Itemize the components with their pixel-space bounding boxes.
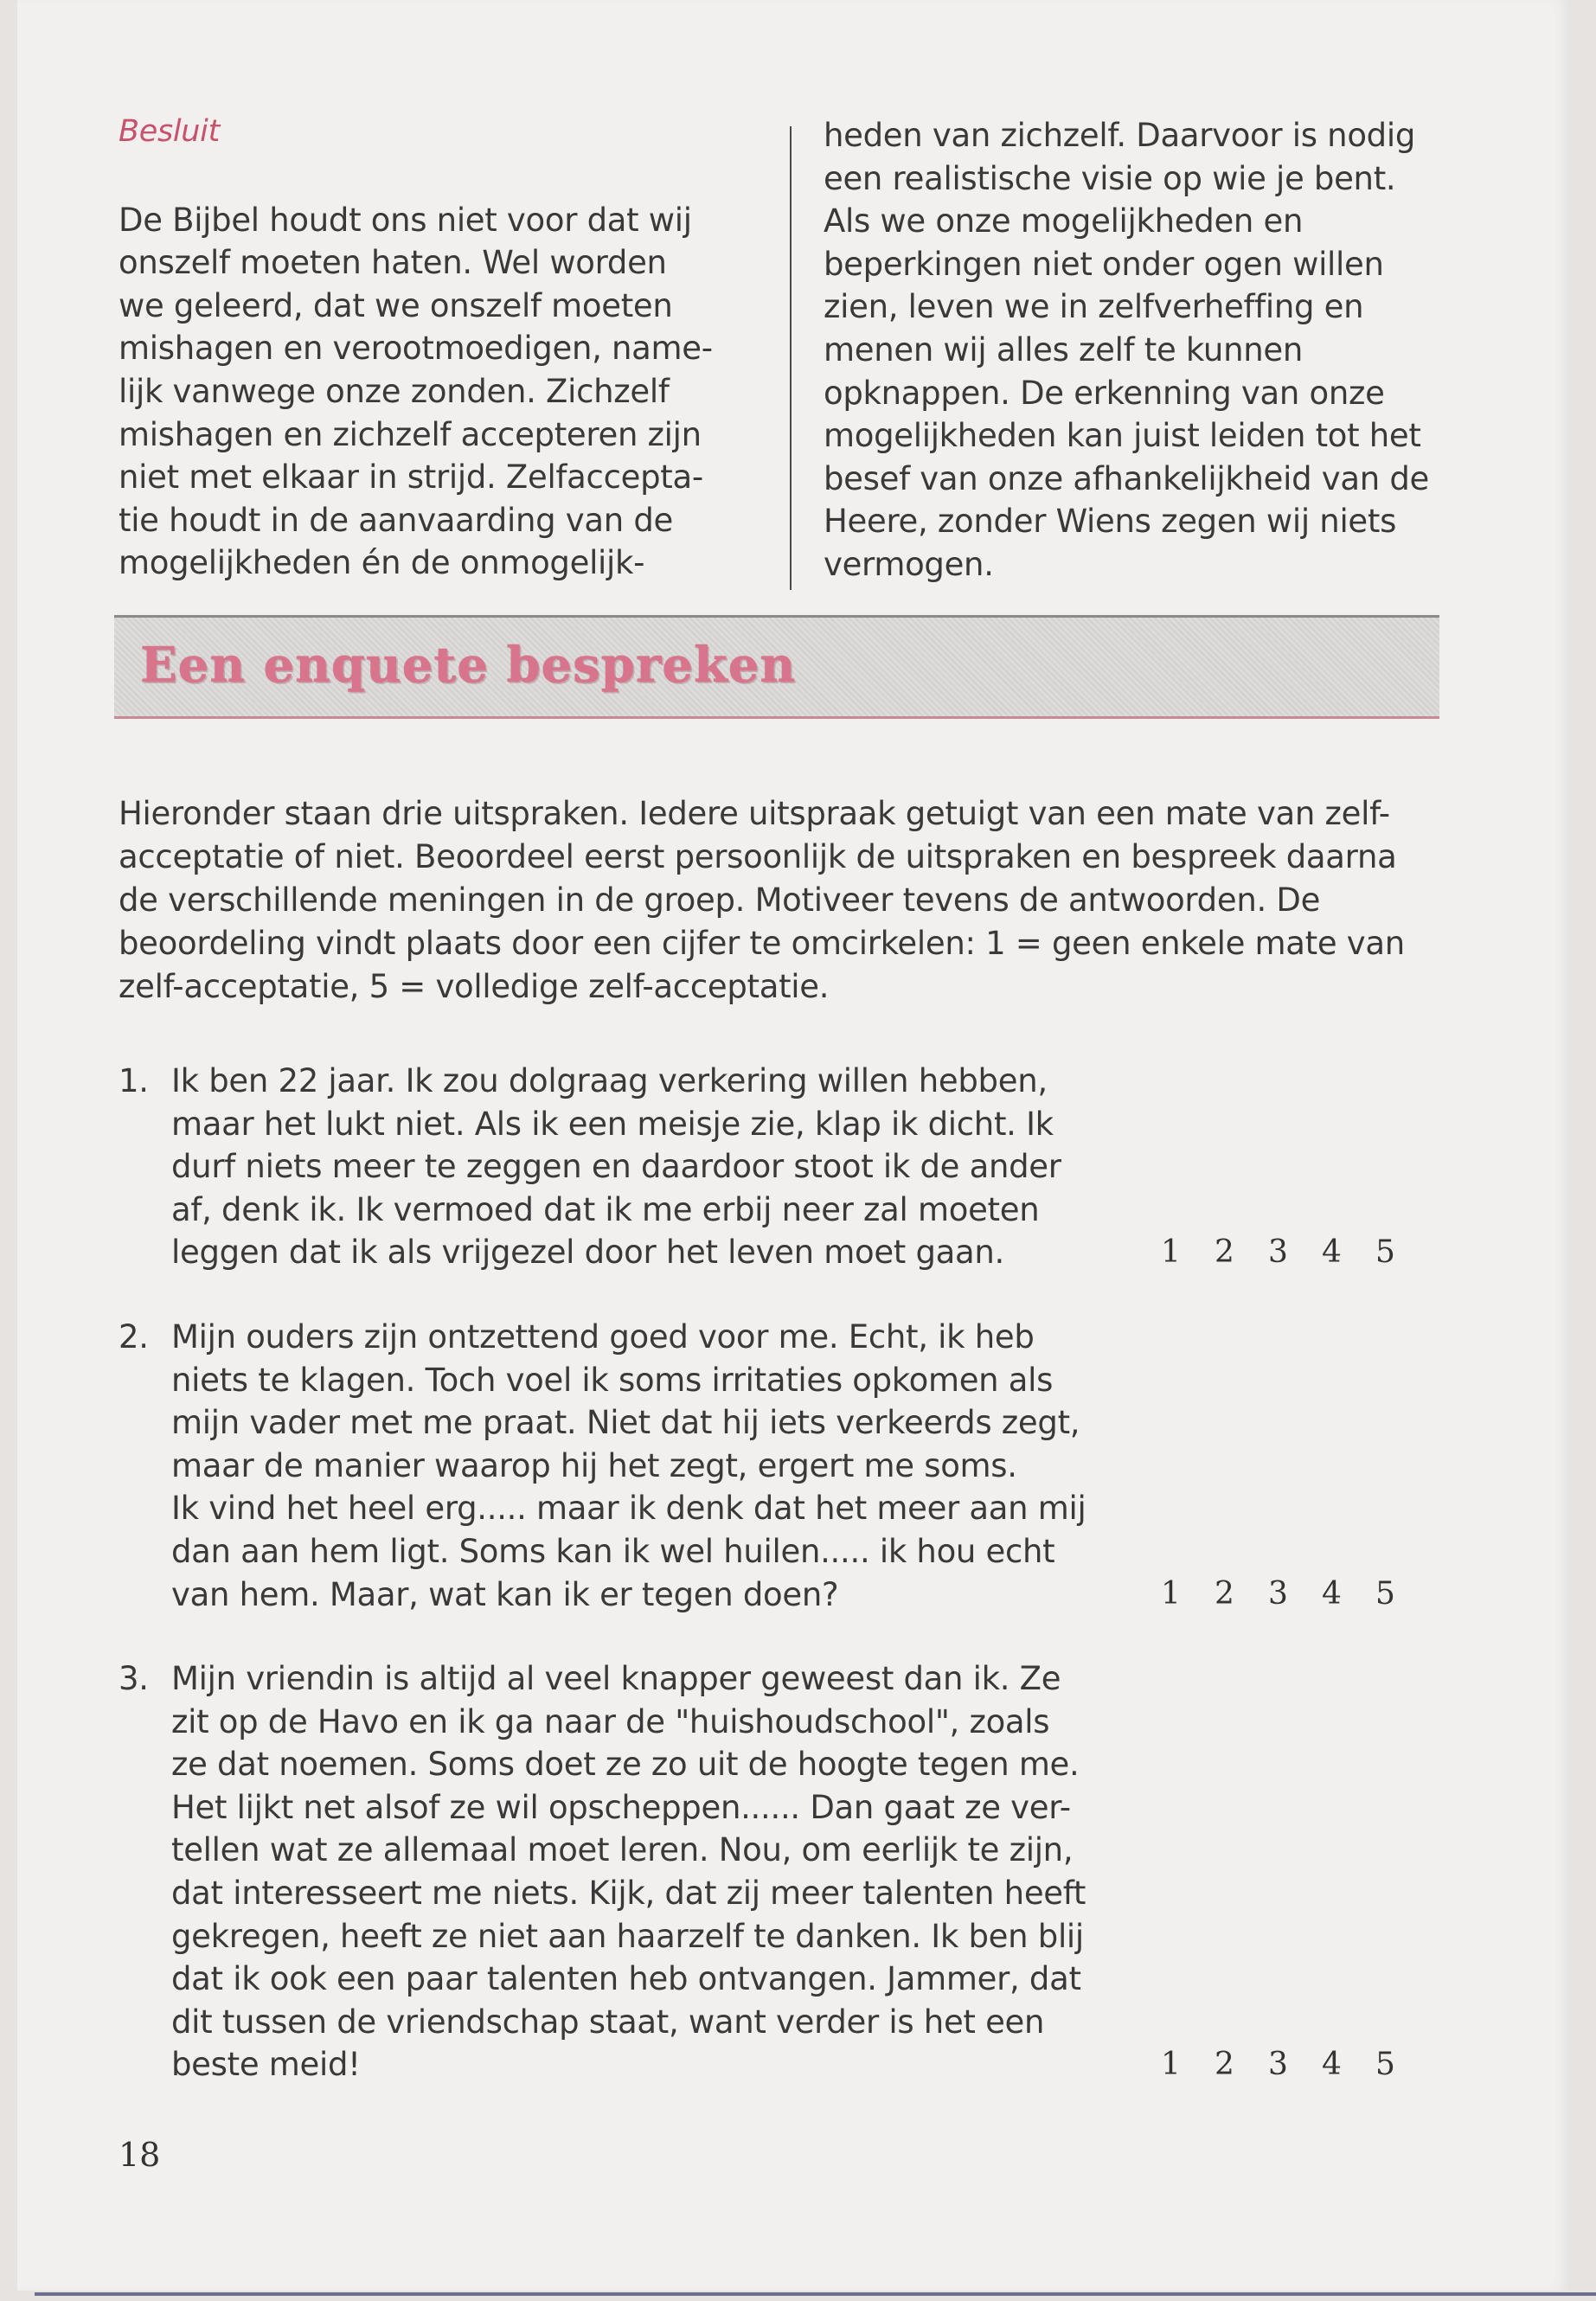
page-number: 18 xyxy=(119,2136,161,2174)
text-line: durf niets meer te zeggen en daardoor stoot ik de ander xyxy=(171,1148,1061,1186)
besluit-right-column xyxy=(824,114,1481,586)
text-line: zit op de Havo en ik ga naar de "huishoudschool", zoals xyxy=(171,1702,1050,1740)
rating-scale xyxy=(1161,2043,1429,2086)
text-line: Hieronder staan drie uitspraken. Iedere uitspraak getuigt van een mate van zelf- xyxy=(119,795,1390,832)
text-line: Mijn ouders zijn ontzettend goed voor me. Echt, ik heb xyxy=(171,1318,1035,1356)
section-banner xyxy=(114,618,1439,716)
text-line: Als we onze mogelijkheden en xyxy=(824,202,1304,240)
rating-option-1[interactable]: 1 xyxy=(1161,1576,1181,1612)
rating-option-3[interactable]: 3 xyxy=(1268,1576,1288,1612)
column-divider xyxy=(790,126,792,590)
text-line: besef van onze afhankelijkheid van de xyxy=(824,459,1429,497)
text-line: een realistische visie op wie je bent. xyxy=(824,159,1396,197)
text-line: mogelijkheden én de onmogelijk- xyxy=(119,544,645,582)
rating-option-4[interactable]: 4 xyxy=(1322,1576,1342,1612)
text-line: beste meid! xyxy=(171,2046,361,2084)
text-line: lijk vanwege onze zonden. Zichzelf xyxy=(119,372,670,410)
text-line: Het lijkt net alsof ze wil opscheppen...... Dan gaat ze ver- xyxy=(171,1788,1071,1826)
rating-option-2[interactable]: 2 xyxy=(1215,1576,1234,1612)
rating-scale xyxy=(1161,1231,1429,1274)
rating-option-2[interactable]: 2 xyxy=(1215,2047,1234,2082)
statement-number: 2. xyxy=(119,1318,149,1356)
besluit-paragraph-left xyxy=(119,199,802,585)
rating-option-1[interactable]: 1 xyxy=(1161,2047,1181,2082)
rating-option-2[interactable]: 2 xyxy=(1215,1234,1234,1270)
text-line: niet met elkaar in strijd. Zelfaccepta- xyxy=(119,458,703,497)
text-line: Ik vind het heel erg..... maar ik denk dat het meer aan mij xyxy=(171,1490,1086,1528)
text-line: zien, leven we in zelfverheffing en xyxy=(824,288,1364,326)
text-line: maar de manier waarop hij het zegt, ergert me soms. xyxy=(171,1446,1017,1484)
page-bottom-edge xyxy=(35,2292,1596,2296)
besluit-left-column xyxy=(119,111,802,585)
text-line: maar het lukt niet. Als ik een meisje zie, klap ik dicht. Ik xyxy=(171,1105,1054,1143)
text-line: dan aan hem ligt. Soms kan ik wel huilen..... ik hou echt xyxy=(171,1532,1055,1570)
statement-text xyxy=(171,1657,1209,2086)
besluit-paragraph-right xyxy=(824,114,1481,586)
text-line: heden van zichzelf. Daarvoor is nodig xyxy=(824,117,1416,154)
text-line: tie houdt in de aanvaarding van de xyxy=(119,501,674,539)
text-line: dit tussen de vriendschap staat, want verder is het een xyxy=(171,2003,1045,2041)
rating-option-4[interactable]: 4 xyxy=(1322,2047,1342,2082)
text-line: tellen wat ze allemaal moet leren. Nou, om eerlijk te zijn, xyxy=(171,1831,1074,1869)
statement-text xyxy=(171,1316,1209,1616)
statement-number: 1. xyxy=(119,1062,149,1099)
rating-option-5[interactable]: 5 xyxy=(1375,2047,1395,2082)
text-line: af, denk ik. Ik vermoed dat ik me erbij neer zal moeten xyxy=(171,1190,1040,1228)
text-line: Heere, zonder Wiens zegen wij niets xyxy=(824,503,1397,541)
rating-scale xyxy=(1161,1573,1429,1616)
text-line: menen wij alles zelf te kunnen xyxy=(824,330,1303,369)
text-line: dat ik ook een paar talenten heb ontvangen. Jammer, dat xyxy=(171,1960,1081,1998)
text-line: de verschillende meningen in de groep. Motiveer tevens de antwoorden. De xyxy=(119,881,1321,919)
book-page xyxy=(17,0,1570,2291)
text-line: De Bijbel houdt ons niet voor dat wij xyxy=(119,201,692,239)
text-line: Ik ben 22 jaar. Ik zou dolgraag verkering willen hebben, xyxy=(171,1062,1048,1099)
rating-option-4[interactable]: 4 xyxy=(1322,1234,1342,1270)
text-line: acceptatie of niet. Beoordeel eerst persoonlijk de uitspraken en bespreek daarna xyxy=(119,838,1397,875)
text-line: ze dat noemen. Soms doet ze zo uit de hoogte tegen me. xyxy=(171,1746,1080,1784)
text-line: beoordeling vindt plaats door een cijfer te omcirkelen: 1 = geen enkele mate van xyxy=(119,925,1405,962)
banner-title: Een enquete bespreken xyxy=(140,637,797,694)
text-line: beperkingen niet onder ogen willen xyxy=(824,245,1384,283)
text-line: we geleerd, dat we onszelf moeten xyxy=(119,286,673,324)
rating-option-5[interactable]: 5 xyxy=(1375,1576,1395,1612)
section-heading-besluit: Besluit xyxy=(119,114,221,149)
statement-text xyxy=(171,1060,1209,1274)
text-line: vermogen. xyxy=(824,545,994,583)
text-line: van hem. Maar, wat kan ik er tegen doen? xyxy=(171,1575,839,1613)
text-line: onszelf moeten haten. Wel worden xyxy=(119,244,667,282)
text-line: mijn vader met me praat. Niet dat hij iets verkeerds zegt, xyxy=(171,1404,1080,1442)
intro-paragraph xyxy=(119,792,1477,1009)
text-line: zelf-acceptatie, 5 = volledige zelf-acceptatie. xyxy=(119,968,830,1005)
rating-option-3[interactable]: 3 xyxy=(1268,1234,1288,1270)
text-line: dat interesseert me niets. Kijk, dat zij meer talenten heeft xyxy=(171,1874,1086,1912)
text-line: gekregen, heeft ze niet aan haarzelf te danken. Ik ben blij xyxy=(171,1917,1084,1955)
text-line: opknappen. De erkenning van onze xyxy=(824,374,1385,412)
rating-option-3[interactable]: 3 xyxy=(1268,2047,1288,2082)
statement-number: 3. xyxy=(119,1660,149,1697)
text-line: mogelijkheden kan juist leiden tot het xyxy=(824,417,1421,455)
banner-bottom-rule xyxy=(114,716,1439,719)
rating-option-5[interactable]: 5 xyxy=(1375,1234,1395,1270)
text-line: niets te klagen. Toch voel ik soms irritaties opkomen als xyxy=(171,1361,1054,1399)
text-line: mishagen en zichzelf accepteren zijn xyxy=(119,415,702,453)
text-line: Mijn vriendin is altijd al veel knapper geweest dan ik. Ze xyxy=(171,1660,1061,1697)
rating-option-1[interactable]: 1 xyxy=(1161,1234,1181,1270)
text-line: mishagen en verootmoedigen, name- xyxy=(119,330,713,368)
text-line: leggen dat ik als vrijgezel door het leven moet gaan. xyxy=(171,1234,1005,1272)
